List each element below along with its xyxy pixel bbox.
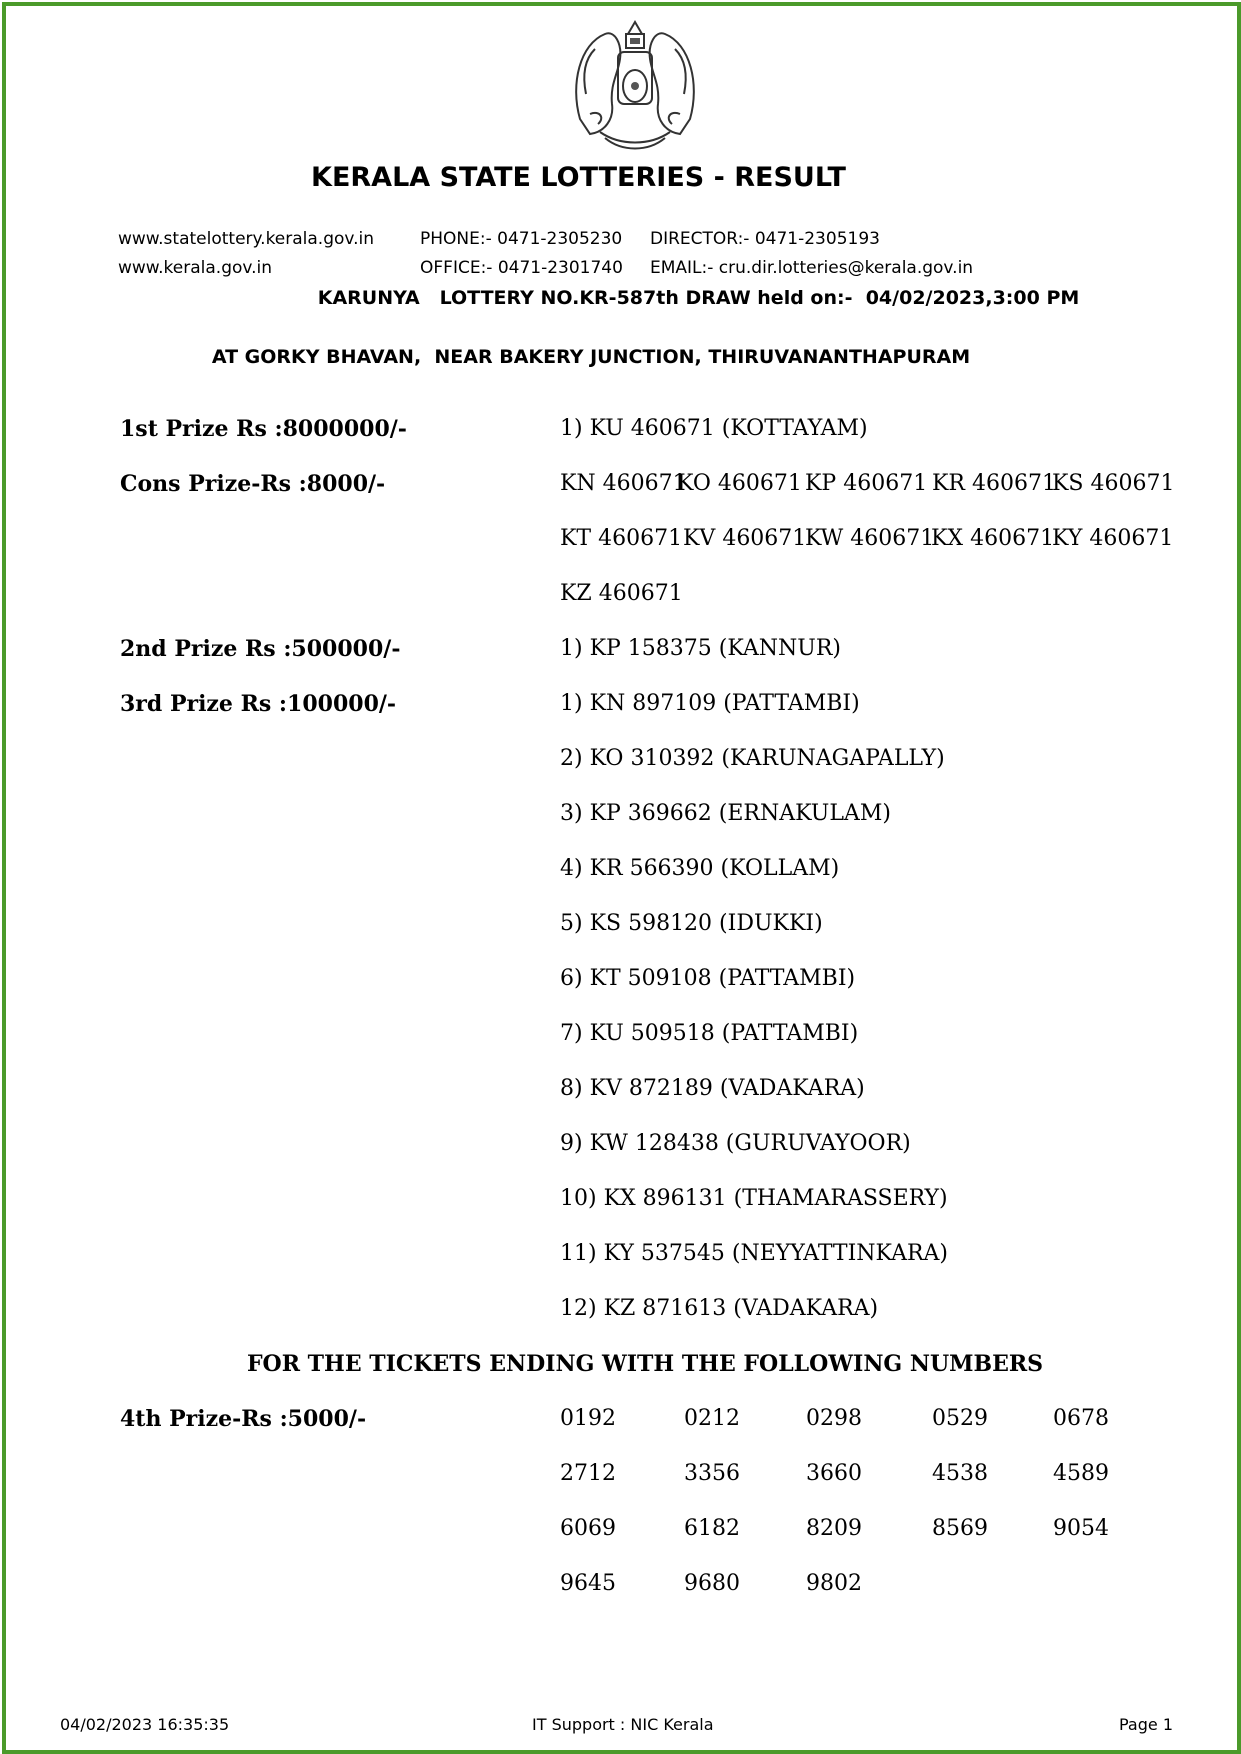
draw-venue: AT GORKY BHAVAN, NEAR BAKERY JUNCTION, THIRUVANANTHAPURAM xyxy=(211,346,971,368)
office-number: OFFICE:- 0471-2301740 xyxy=(420,258,623,278)
director-number: DIRECTOR:- 0471-2305193 xyxy=(650,229,880,249)
consolation-ticket: KS 460671 xyxy=(1052,471,1175,496)
consolation-ticket: KV 460671 xyxy=(683,526,807,551)
third-prize-winner: 4) KR 566390 (KOLLAM) xyxy=(560,856,840,881)
website-link-kerala[interactable]: www.kerala.gov.in xyxy=(118,258,273,278)
fourth-prize-label: 4th Prize-Rs :5000/- xyxy=(120,1406,367,1432)
fourth-prize-number: 0529 xyxy=(932,1406,988,1431)
fourth-prize-number: 6069 xyxy=(560,1516,616,1541)
fourth-prize-number: 8569 xyxy=(932,1516,988,1541)
third-prize-winner: 11) KY 537545 (NEYYATTINKARA) xyxy=(560,1241,948,1266)
first-prize-label: 1st Prize Rs :8000000/- xyxy=(120,416,407,442)
fourth-prize-number: 9054 xyxy=(1053,1516,1109,1541)
third-prize-label: 3rd Prize Rs :100000/- xyxy=(120,691,397,717)
fourth-prize-number: 8209 xyxy=(806,1516,862,1541)
kerala-state-emblem-icon xyxy=(560,14,710,154)
website-link-statelottery[interactable]: www.statelottery.kerala.gov.in xyxy=(118,229,375,249)
fourth-prize-number: 0212 xyxy=(684,1406,740,1431)
third-prize-winner: 10) KX 896131 (THAMARASSERY) xyxy=(560,1186,948,1211)
third-prize-winner: 6) KT 509108 (PATTAMBI) xyxy=(560,966,856,991)
footer-timestamp: 04/02/2023 16:35:35 xyxy=(60,1715,230,1734)
third-prize-winner: 3) KP 369662 (ERNAKULAM) xyxy=(560,801,891,826)
consolation-ticket: KN 460671 xyxy=(560,471,687,496)
fourth-prize-number: 4589 xyxy=(1053,1461,1109,1486)
fourth-prize-number: 0678 xyxy=(1053,1406,1109,1431)
fourth-prize-number: 4538 xyxy=(932,1461,988,1486)
consolation-ticket: KZ 460671 xyxy=(560,581,683,606)
fourth-prize-number: 0192 xyxy=(560,1406,616,1431)
page-title: KERALA STATE LOTTERIES - RESULT xyxy=(311,162,846,193)
third-prize-winner: 5) KS 598120 (IDUKKI) xyxy=(560,911,823,936)
second-prize-label: 2nd Prize Rs :500000/- xyxy=(120,636,401,662)
fourth-prize-number: 3660 xyxy=(806,1461,862,1486)
fourth-prize-number: 9645 xyxy=(560,1571,616,1596)
third-prize-winner: 2) KO 310392 (KARUNAGAPALLY) xyxy=(560,746,945,771)
consolation-ticket: KX 460671 xyxy=(931,526,1055,551)
ending-numbers-heading: FOR THE TICKETS ENDING WITH THE FOLLOWING NUMBERS xyxy=(246,1351,1044,1377)
footer-support: IT Support : NIC Kerala xyxy=(532,1715,714,1734)
consolation-ticket: KO 460671 xyxy=(677,471,802,496)
footer-page-number: Page 1 xyxy=(1119,1715,1173,1734)
email-address[interactable]: EMAIL:- cru.dir.lotteries@kerala.gov.in xyxy=(650,258,974,278)
fourth-prize-number: 0298 xyxy=(806,1406,862,1431)
second-prize-winner: 1) KP 158375 (KANNUR) xyxy=(560,636,841,661)
fourth-prize-number: 3356 xyxy=(684,1461,740,1486)
consolation-ticket: KW 460671 xyxy=(805,526,935,551)
fourth-prize-number: 6182 xyxy=(684,1516,740,1541)
fourth-prize-number: 2712 xyxy=(560,1461,616,1486)
consolation-ticket: KP 460671 xyxy=(805,471,928,496)
third-prize-winner: 8) KV 872189 (VADAKARA) xyxy=(560,1076,865,1101)
third-prize-winner: 12) KZ 871613 (VADAKARA) xyxy=(560,1296,879,1321)
phone-number: PHONE:- 0471-2305230 xyxy=(420,229,623,249)
consolation-ticket: KT 460671 xyxy=(560,526,683,551)
fourth-prize-number: 9802 xyxy=(806,1571,862,1596)
first-prize-winner: 1) KU 460671 (KOTTAYAM) xyxy=(560,416,868,441)
consolation-ticket: KR 460671 xyxy=(932,471,1056,496)
third-prize-winner: 7) KU 509518 (PATTAMBI) xyxy=(560,1021,859,1046)
consolation-ticket: KY 460671 xyxy=(1052,526,1174,551)
fourth-prize-number: 9680 xyxy=(684,1571,740,1596)
draw-info: KARUNYA LOTTERY NO.KR-587th DRAW held on:- 04/02/2023,3:00 PM xyxy=(317,287,1080,309)
consolation-prize-label: Cons Prize-Rs :8000/- xyxy=(120,471,386,497)
third-prize-winner: 1) KN 897109 (PATTAMBI) xyxy=(560,691,860,716)
third-prize-winner: 9) KW 128438 (GURUVAYOOR) xyxy=(560,1131,911,1156)
